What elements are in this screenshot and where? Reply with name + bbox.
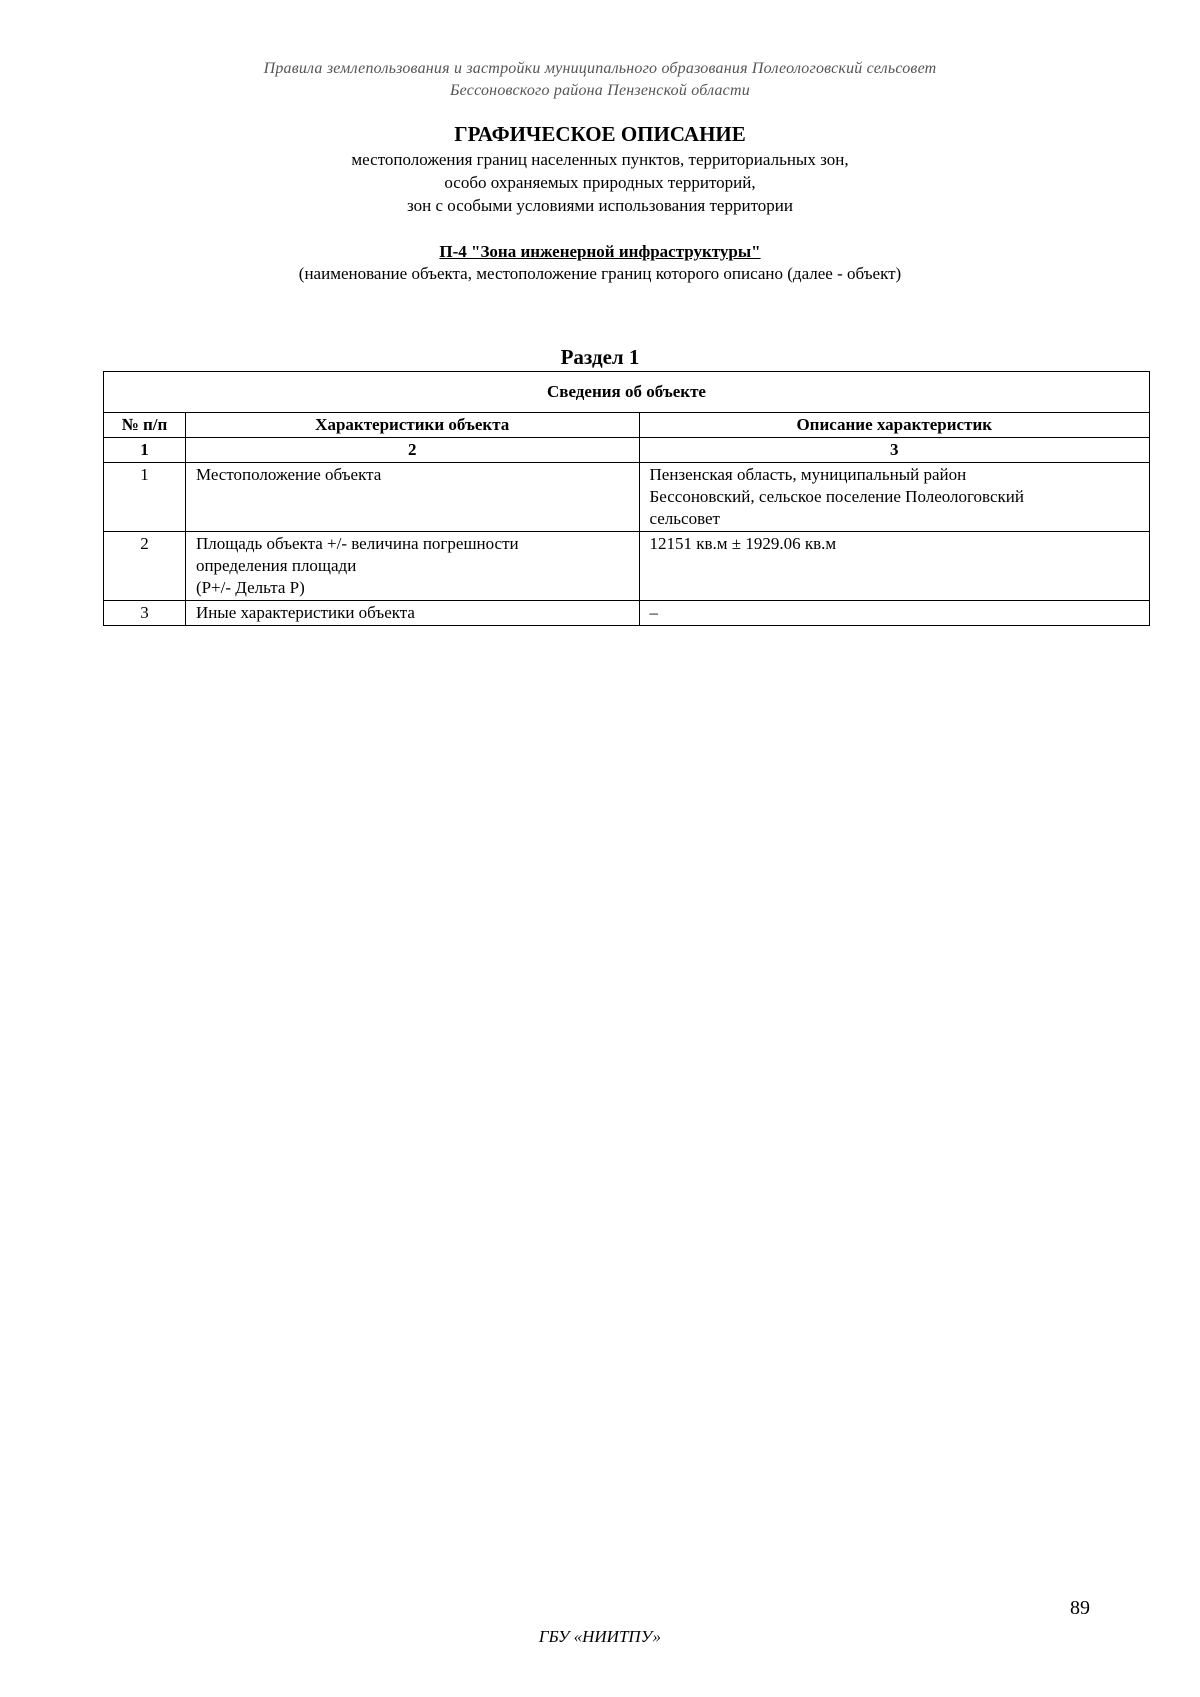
header-line-1: Правила землепользования и застройки муниципального образования Полеологовский сельсовет: [263, 60, 937, 77]
header-line-2: Бессоновского района Пензенской области: [450, 82, 750, 99]
document-title: ГРАФИЧЕСКОЕ ОПИСАНИЕ: [454, 122, 746, 146]
section-heading: Раздел 1: [560, 345, 640, 369]
header-description: Описание характеристик: [639, 413, 1150, 438]
cell-line: Местоположение объекта: [195, 465, 382, 484]
column-number: 1: [104, 438, 186, 463]
table-header-row: [104, 413, 1150, 438]
table-row: [104, 601, 1150, 626]
row-number: 3: [104, 601, 186, 626]
footer-organization: ГБУ «НИИТПУ»: [538, 1627, 662, 1646]
running-header: [0, 58, 1200, 102]
row-description: [639, 532, 1150, 601]
row-characteristic: [185, 601, 639, 626]
table-caption-row: [104, 372, 1150, 413]
page-number: 89: [1070, 1597, 1090, 1619]
object-info-table: [103, 371, 1150, 626]
table-row: [104, 532, 1150, 601]
cell-line: 12151 кв.м ± 1929.06 кв.м: [649, 534, 837, 553]
cell-line: сельсовет: [649, 509, 720, 528]
cell-line: Площадь объекта +/- величина погрешности: [195, 534, 519, 553]
object-name-note: (наименование объекта, местоположение границ которого описано (далее - объект): [298, 264, 902, 283]
header-characteristic: Характеристики объекта: [185, 413, 639, 438]
table-row: [104, 463, 1150, 532]
object-name: П-4 "Зона инженерной инфраструктуры": [439, 242, 761, 261]
column-number: 2: [185, 438, 639, 463]
subtitle-line-1: местоположения границ населенных пунктов, территориальных зон,: [351, 150, 849, 169]
cell-line: (P+/- Дельта P): [195, 578, 305, 597]
subtitle-line-2: особо охраняемых природных территорий,: [444, 173, 756, 192]
row-number: 2: [104, 532, 186, 601]
document-subtitle: [0, 148, 1200, 217]
row-characteristic: [185, 463, 639, 532]
row-description: [639, 601, 1150, 626]
cell-line: –: [649, 603, 658, 622]
cell-line: Бессоновский, сельское поселение Полеологовский: [649, 487, 1024, 506]
column-number: 3: [639, 438, 1150, 463]
row-number: 1: [104, 463, 186, 532]
row-characteristic: [185, 532, 639, 601]
cell-line: определения площади: [195, 556, 357, 575]
column-number-row: [104, 438, 1150, 463]
table-caption: Сведения об объекте: [104, 372, 1150, 413]
subtitle-line-3: зон с особыми условиями использования территории: [407, 196, 793, 215]
header-number: № п/п: [104, 413, 186, 438]
cell-line: Иные характеристики объекта: [195, 603, 415, 622]
row-description: [639, 463, 1150, 532]
cell-line: Пензенская область, муниципальный район: [649, 465, 967, 484]
